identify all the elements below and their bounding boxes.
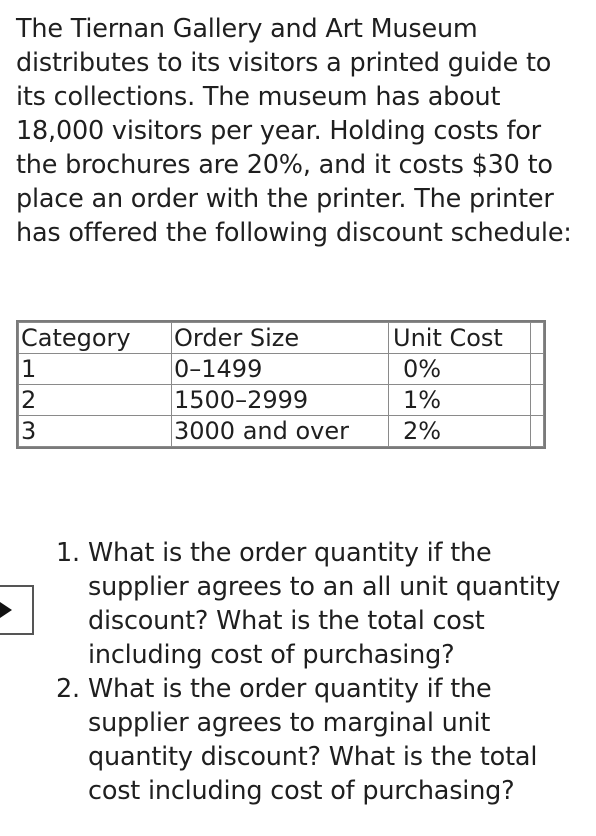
problem-line: the brochures are 20%, and it costs $30 to (16, 150, 553, 180)
question-line: What is the order quantity if the (88, 674, 492, 704)
question-number: 1. (56, 538, 80, 568)
question-line: supplier agrees to marginal unit (88, 708, 491, 738)
unit-cost-cell: 1% (389, 385, 531, 416)
table-row (19, 416, 544, 447)
order-size-cell: 1500–2999 (172, 385, 389, 416)
header-unit-cost: Unit Cost (389, 323, 531, 354)
header-order-size: Order Size (172, 323, 389, 354)
problem-line: The Tiernan Gallery and Art Museum (16, 14, 478, 44)
table-row (19, 354, 544, 385)
category-cell: 2 (19, 385, 172, 416)
order-size-cell: 0–1499 (172, 354, 389, 385)
table-header-row (19, 323, 544, 354)
category-cell: 3 (19, 416, 172, 447)
question-item (56, 536, 576, 672)
problem-line: place an order with the printer. The printer (16, 184, 554, 214)
header-category: Category (19, 323, 172, 354)
order-size-cell: 3000 and over (172, 416, 389, 447)
problem-line: its collections. The museum has about (16, 82, 501, 112)
table-spacer-cell (531, 416, 544, 447)
triangle-right-icon (0, 602, 12, 618)
table-spacer-cell (531, 354, 544, 385)
unit-cost-cell: 0% (389, 354, 531, 385)
question-item (56, 672, 576, 808)
category-cell: 1 (19, 354, 172, 385)
question-number: 2. (56, 674, 80, 704)
question-line: supplier agrees to an all unit quantity (88, 572, 561, 602)
problem-line: has offered the following discount schedule: (16, 218, 572, 248)
question-line: What is the order quantity if the (88, 538, 492, 568)
problem-line: 18,000 visitors per year. Holding costs for (16, 116, 541, 146)
table-spacer-cell (531, 323, 544, 354)
question-line: cost including cost of purchasing? (88, 776, 515, 806)
unit-cost-cell: 2% (389, 416, 531, 447)
question-list (56, 536, 576, 808)
question-line: including cost of purchasing? (88, 640, 455, 670)
problem-statement (16, 12, 581, 250)
table-spacer-cell (531, 385, 544, 416)
question-line: discount? What is the total cost (88, 606, 485, 636)
side-expand-tab[interactable] (0, 585, 34, 635)
problem-line: distributes to its visitors a printed guide to (16, 48, 552, 78)
discount-schedule-table (16, 320, 546, 449)
table-row (19, 385, 544, 416)
question-line: quantity discount? What is the total (88, 742, 538, 772)
